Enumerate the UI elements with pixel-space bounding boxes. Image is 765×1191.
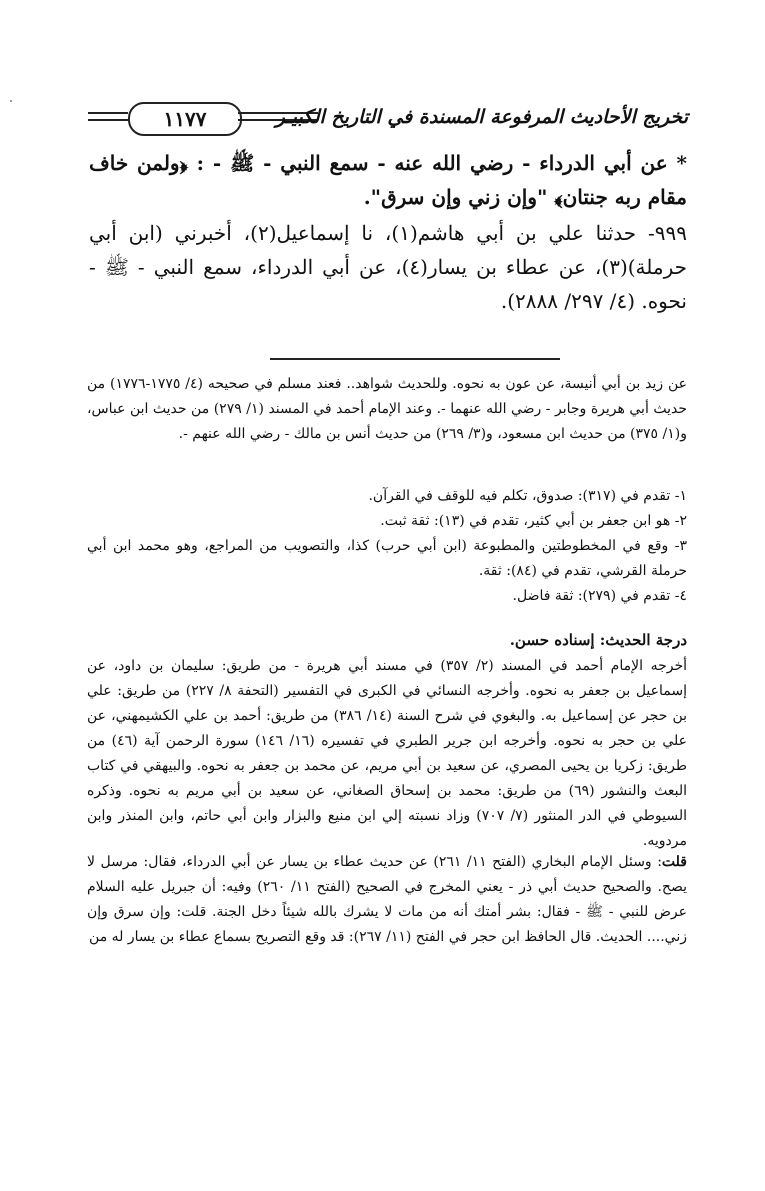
qult-paragraph bbox=[87, 850, 687, 950]
footnote-1: ١- تقدم في (٣١٧): صدوق، تكلم فيه للوقف في القرآن. bbox=[368, 488, 687, 504]
footnote-4: ٤- تقدم في (٢٧٩): ثقة فاضل. bbox=[512, 588, 687, 604]
header-rule-left bbox=[88, 112, 128, 114]
takhrij-paragraph: أخرجه الإمام أحمد في المسند (٢/ ٣٥٧) في مسند أبي هريرة - من طريق: سليمان بن داود، عن إسماعيل بن جعفر به نحوه. وأخرجه النسائي في الكبرى في التفسير (التحفة ٨/ ٢٢٧) من طريق: علي بن حجر عن إسماعيل به. والبغوي في شرح السنة (١٤/ ٣٨٦) من طريق: أحمد بن علي الكشيمهني، عن علي بن حجر به نحوه. وأخرجه ابن جرير الطبري في تفسيره (١٦/ ١٤٦) سورة الرحمن آية (٤٦) من طريق: زكريا بن يحيى المصري، عن سعيد بن أبي مريم، عن محمد بن جعفر به نحوه. والبيهقي في كتاب البعث والنشور (٦٩) من طريق: محمد بن إسحاق الصغاني، عن سعيد بن أبي مريم به نحوه. وذكره السيوطي في الدر المنثور (٧/ ٧٠٧) وزاد نسبته إلي ابن منيع والبزار وابن أبي حاتم، وابن المنذر وابن مردويه. bbox=[87, 658, 687, 849]
header-rule-left-2 bbox=[88, 119, 128, 121]
running-title: تخريج الأحاديث المرفوعة المسندة في التاريخ الكبيـر bbox=[275, 106, 688, 128]
hadith-grade: درجة الحديث: إسناده حسن. bbox=[509, 631, 687, 649]
footnote-2: ٢- هو ابن جعفر بن أبي كثير، تقدم في (١٣): ثقة ثبت. bbox=[380, 513, 687, 529]
page-number: ١١٧٧ bbox=[128, 102, 242, 136]
footnote-continuation: عن زيد بن أبي أنيسة، عن عون به نحوه. وللحديث شواهد.. فعند مسلم في صحيحه (٤/ ١٧٧٥-١٧٧٦) من حديث أبي هريرة وجابر - رضي الله عنهما -. وعند الإمام أحمد في المسند (١/ ٢٧٩) من حديث ابن عباس، و(١/ ٣٧٥) من حديث ابن مسعود، و(٣/ ٢٦٩) من حديث أنس بن مالك - رضي الله عنهم -. bbox=[87, 376, 688, 442]
margin-mark bbox=[10, 100, 12, 102]
footnote-3: ٣- وقع في المخطوطتين والمطبوعة (ابن أبي حرب) كذا، والتصويب من المراجع، وهو محمد ابن أبي حرملة القرشي، تقدم في (٨٤): ثقة. bbox=[87, 538, 687, 579]
qult-label: قلت bbox=[661, 854, 687, 870]
footnote-separator bbox=[270, 358, 560, 360]
footnote-list bbox=[87, 484, 687, 609]
hadith-999: ٩٩٩- حدثنا علي بن أبي هاشم(١)، نا إسماعيل(٢)، أخبرني (ابن أبي حرملة)(٣)، عن عطاء بن يسار(٤)، عن أبي الدرداء، سمع النبي - ﷺ - نحوه. (٤/ ٢٩٧/ ٢٨٨٨). bbox=[89, 221, 687, 313]
page-header bbox=[88, 100, 688, 140]
qult-text: : وسئل الإمام البخاري (الفتح ١١/ ٢٦١) عن حديث عطاء بن يسار عن أبي الدرداء، فقال: مرسل لا يصح. والصحيح حديث أبي ذر - يعني المخرج في الصحيح (الفتح ١١/ ٢٦٠) وفيه: أن جبريل عليه السلام عرض للنبي - ﷺ - فقال: بشر أمتك أنه من مات لا يشرك بالله شيئاً دخل الجنة. قلت: وإن سرق وإن زني.... الحديث. قال الحافظ ابن حجر في الفتح (١١/ ٢٦٧): قد وقع التصريح بسماع عطاء بن يسار له من bbox=[87, 854, 688, 945]
hadith-intro: * عن أبي الدرداء - رضي الله عنه - سمع النبي - ﷺ - : ﴿ولمن خاف مقام ربه جنتان﴾ "وإن زني وإن سرق". bbox=[89, 151, 687, 209]
